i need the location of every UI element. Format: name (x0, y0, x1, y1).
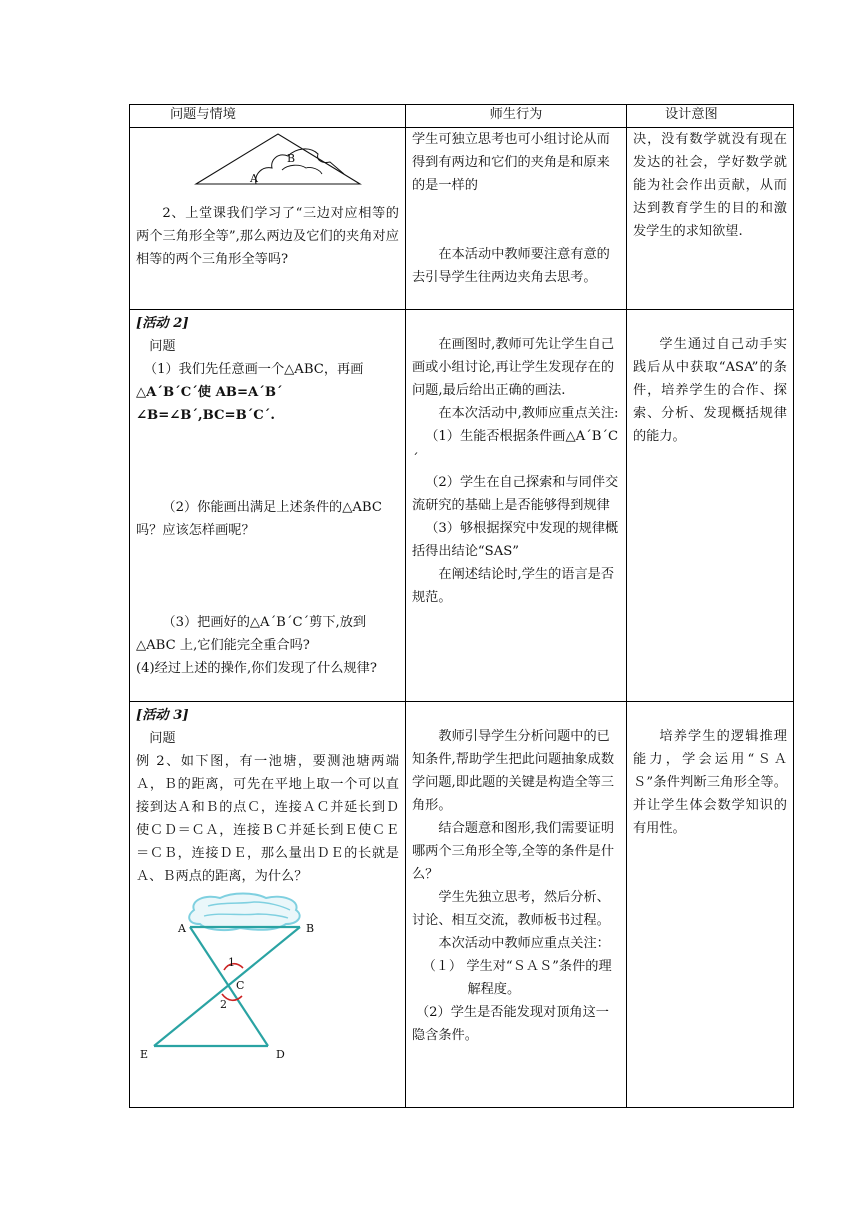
row3-behavior-p3: 学生先独立思考，然后分析、讨论、相互交流，教师板书过程。 (412, 890, 610, 928)
fig1-label-b: B (287, 152, 296, 165)
row2-behavior-l2: （2）学生在自己探索和与同伴交流研究的基础上是否能够得到规律 (412, 475, 619, 513)
row3-behavior-l2: （2）学生是否能发现对顶角这一隐含条件。 (412, 1005, 609, 1043)
row3-intent-p1: 培养学生的逻辑推理能力，学会运用“ＳＡＳ”条件判断三角形全等。并让学生体会数学知识的有用性。 (633, 729, 787, 836)
row1-problem-cell (130, 128, 406, 310)
row2-problem-cell (130, 310, 406, 702)
row2-behavior-p3: 在阐述结论时,学生的语言是否规范。 (412, 567, 615, 605)
row1-behavior-cell (406, 128, 627, 310)
fig2-label-b: B (306, 922, 315, 935)
activity2-question-label: 问题 (149, 339, 176, 354)
fig2-label-2: 2 (220, 998, 227, 1011)
table-row (130, 702, 794, 1108)
activity2-q4: (4)经过上述的操作,你们发现了什么规律? (136, 661, 377, 676)
activity3-heading: [活动 3] (136, 708, 189, 723)
row2-behavior-p2: 在本次活动中,教师应重点关注: (438, 406, 619, 421)
activity2-q1-line3: ∠B=∠B´,BC=B´C´. (136, 408, 275, 423)
row1-intent-cell (627, 128, 794, 310)
row3-behavior-p4: 本次活动中教师应重点关注： (438, 936, 610, 951)
activity2-q3: （3）把画好的△A´B´C´剪下,放到△ABC 上,它们能完全重合吗? (136, 615, 367, 653)
fig1-label-a: A (250, 172, 258, 185)
row3-behavior-cell (406, 702, 627, 1108)
fig2-label-c: C (236, 979, 245, 992)
lesson-plan-table (129, 104, 794, 1108)
pond-measurement-figure (136, 892, 326, 1064)
row2-behavior-cell (406, 310, 627, 702)
fig2-label-1: 1 (228, 956, 235, 969)
table-row (130, 310, 794, 702)
table-row (130, 128, 794, 310)
row3-behavior-p1: 教师引导学生分析问题中的已知条件,帮助学生把此问题抽象成数学问题,即此题的关键是构造全等三角形。 (412, 729, 615, 813)
row1-question-text: 2、上堂课我们学习了“三边对应相等的两个三角形全等”,那么两边及它们的夹角对应相等的两个三角形全等吗? (136, 206, 399, 267)
fig2-label-e: E (140, 1048, 149, 1061)
activity2-heading: [活动 2] (136, 316, 189, 331)
activity2-q1-line1: （1）我们先任意画一个△ABC，再画 (143, 362, 364, 377)
activity3-example-text: 例 2、如下图，有一池塘，要测池塘两端Ａ，Ｂ的距离，可先在平地上取一个可以直接到达Ａ和Ｂ的点Ｃ，连接ＡＣ并延长到Ｄ使ＣＤ＝ＣＡ，连接ＢＣ并延长到Ｅ使ＣＥ＝ＣＢ，连接ＤＥ，那么量出ＤＥ的长就是Ａ、Ｂ两点的距离，为什么？ (136, 754, 399, 884)
row1-behavior-p1: 学生可独立思考也可小组讨论从而得到有两边和它们的夹角是和原来的是一样的 (412, 132, 610, 193)
row2-behavior-l1: （1）生能否根据条件画△A´B´C´ (412, 429, 619, 467)
activity2-q1-line2: △A´B´C´使 AB=A´B´ (136, 385, 283, 400)
table-header-row (130, 105, 794, 128)
row3-behavior-p2: 结合题意和图形,我们需要证明哪两个三角形全等,全等的条件是什么？ (412, 821, 615, 882)
row2-intent-cell (627, 310, 794, 702)
fig2-label-d: D (276, 1048, 285, 1061)
header-design-intent: 设计意图 (627, 105, 794, 128)
row1-intent-p1: 决，没有数学就没有现在发达的社会，学好数学就能为社会作出贡献，从而达到教育学生的目的和激发学生的求知欲望. (633, 132, 787, 239)
header-problem-situation: 问题与情境 (130, 105, 406, 128)
header-teacher-student-behavior: 师生行为 (406, 105, 627, 128)
activity2-q2: （2）你能画出满足上述条件的△ABC 吗？应该怎样画呢？ (136, 500, 382, 538)
activity3-question-label: 问题 (149, 731, 176, 746)
row3-intent-cell (627, 702, 794, 1108)
row3-problem-cell (130, 702, 406, 1108)
row2-behavior-l3: （3）够根据探究中发现的规律概括得出结论“SAS” (412, 521, 619, 559)
row2-intent-p1: 学生通过自己动手实践后从中获取“ASA”的条件，培养学生的合作、探索、分析、发现概括规律的能力。 (633, 337, 787, 444)
torn-triangle-figure (192, 130, 364, 190)
row3-behavior-l1: （１） 学生对“ＳＡＳ”条件的理解程度。 (422, 959, 612, 997)
row1-behavior-p2: 在本活动中教师要注意有意的去引导学生往两边夹角去思考。 (412, 247, 610, 285)
row2-behavior-p1: 在画图时,教师可先让学生自己画或小组讨论,再让学生发现存在的问题,最后给出正确的画法. (412, 337, 615, 398)
fig2-label-a: A (178, 922, 186, 935)
